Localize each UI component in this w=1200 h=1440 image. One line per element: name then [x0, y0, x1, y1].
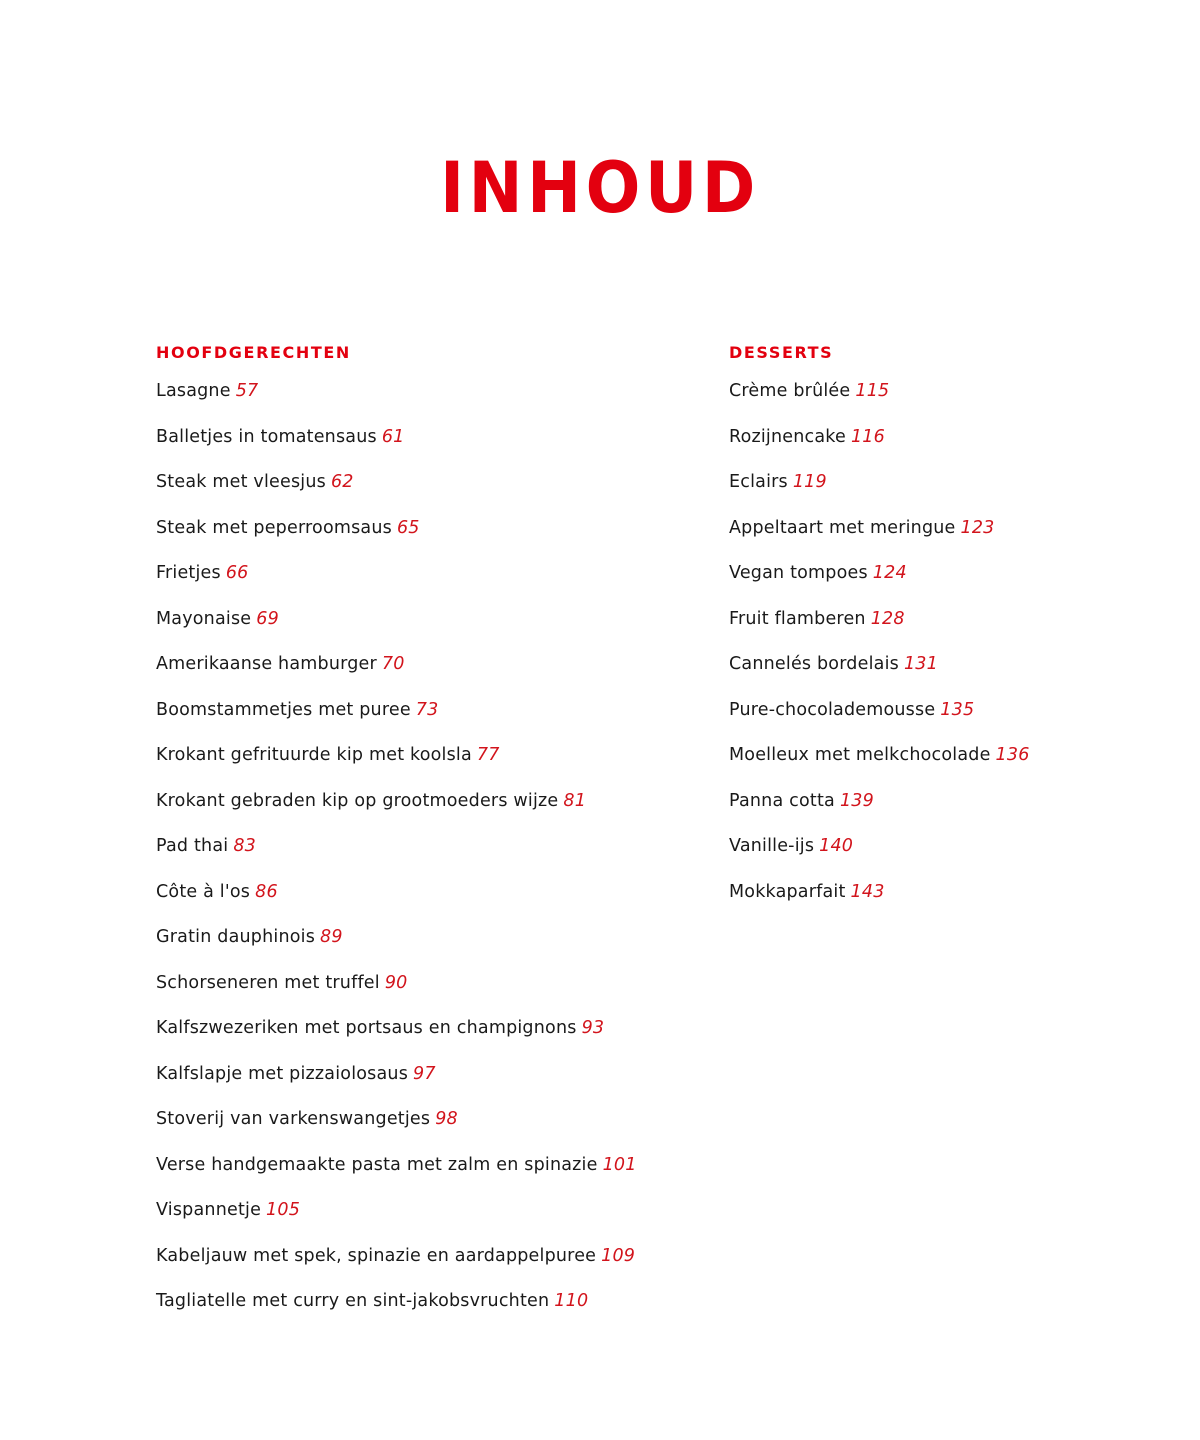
entry-title: Krokant gefrituurde kip met koolsla	[156, 745, 472, 765]
toc-entry	[156, 425, 637, 471]
entry-title: Stoverij van varkenswangetjes	[156, 1109, 431, 1129]
entry-title: Steak met vleesjus	[156, 472, 326, 492]
entry-page-number: 105	[266, 1200, 301, 1220]
entry-page-number: 69	[256, 608, 279, 629]
entry-page-number: 109	[601, 1245, 636, 1266]
toc-entry	[156, 1062, 637, 1108]
entry-page-number: 89	[320, 927, 343, 947]
toc-list	[729, 379, 1030, 925]
entry-title: Pad thai	[156, 836, 229, 856]
toc-entry	[156, 652, 637, 698]
entry-title: Cannelés bordelais	[729, 654, 899, 674]
toc-entry	[156, 880, 637, 926]
entry-title: Frietjes	[156, 563, 221, 583]
entry-title: Mokkaparfait	[729, 881, 846, 902]
toc-entry	[156, 743, 637, 789]
entry-page-number: 77	[476, 745, 500, 765]
entry-page-number: 57	[235, 381, 259, 401]
entry-title: Vanille-ijs	[729, 836, 815, 856]
entry-title: Kabeljauw met spek, spinazie en aardappelpuree	[156, 1245, 597, 1266]
toc-entry	[729, 379, 1030, 425]
entry-title: Eclairs	[729, 472, 788, 492]
entry-title: Krokant gebraden kip op grootmoeders wijze	[156, 790, 559, 811]
entry-page-number: 83	[233, 836, 256, 856]
toc-entry	[156, 1153, 637, 1199]
entry-page-number: 66	[225, 563, 249, 583]
toc-entry	[156, 1016, 637, 1062]
section-heading: HOOFDGERECHTEN	[156, 343, 351, 362]
section-main-courses	[156, 341, 637, 1335]
toc-entry	[156, 698, 637, 744]
entry-title: Tagliatelle met curry en sint-jakobsvruchten	[156, 1291, 550, 1311]
toc-entry	[156, 971, 637, 1017]
toc-entry	[156, 1244, 637, 1290]
entry-page-number: 70	[381, 654, 405, 674]
toc-entry	[729, 743, 1030, 789]
toc-entry	[156, 607, 637, 653]
toc-entry	[156, 834, 637, 880]
entry-title: Gratin dauphinois	[156, 927, 316, 947]
entry-title: Kalfszwezeriken met portsaus en champignons	[156, 1018, 577, 1038]
entry-page-number: 93	[581, 1018, 605, 1038]
entry-page-number: 116	[850, 426, 885, 447]
entry-page-number: 73	[415, 699, 439, 720]
entry-title: Verse handgemaakte pasta met zalm en spinazie	[156, 1154, 598, 1175]
entry-page-number: 139	[839, 790, 874, 811]
entry-title: Amerikaanse hamburger	[156, 654, 377, 674]
entry-title: Schorseneren met truffel	[156, 972, 380, 993]
entry-page-number: 128	[870, 608, 905, 629]
entry-page-number: 101	[602, 1154, 637, 1175]
entry-page-number: 86	[255, 881, 278, 902]
toc-entry	[729, 470, 1030, 516]
toc-entry	[156, 925, 637, 971]
toc-entry	[156, 1107, 637, 1153]
entry-title: Moelleux met melkchocolade	[729, 745, 991, 765]
toc-entry	[729, 607, 1030, 653]
toc-entry	[156, 561, 637, 607]
toc-entry	[729, 425, 1030, 471]
entry-title: Panna cotta	[729, 790, 835, 811]
entry-title: Appeltaart met meringue	[729, 517, 956, 538]
entry-page-number: 119	[792, 472, 827, 492]
toc-entry	[156, 379, 637, 425]
entry-title: Vispannetje	[156, 1200, 262, 1220]
entry-title: Lasagne	[156, 381, 231, 401]
toc-entry	[729, 834, 1030, 880]
toc-entry	[156, 516, 637, 562]
toc-entry	[729, 561, 1030, 607]
entry-title: Mayonaise	[156, 608, 252, 629]
entry-title: Steak met peperroomsaus	[156, 517, 392, 538]
entry-title: Boomstammetjes met puree	[156, 699, 411, 720]
toc-entry	[156, 1198, 637, 1244]
entry-title: Crème brûlée	[729, 381, 851, 401]
toc-entry	[156, 789, 637, 835]
entry-page-number: 143	[850, 881, 885, 902]
entry-page-number: 61	[381, 426, 405, 447]
toc-list	[156, 379, 637, 1335]
section-heading: DESSERTS	[729, 343, 834, 362]
toc-entry	[156, 470, 637, 516]
toc-entry	[729, 880, 1030, 926]
entry-title: Pure-chocolademousse	[729, 699, 936, 720]
toc-entry	[156, 1289, 637, 1335]
entry-title: Balletjes in tomatensaus	[156, 426, 377, 447]
entry-page-number: 115	[855, 381, 890, 401]
entry-page-number: 124	[872, 563, 907, 583]
entry-page-number: 62	[330, 472, 354, 492]
entry-page-number: 110	[554, 1291, 589, 1311]
page-title: INHOUD	[440, 147, 760, 229]
entry-page-number: 98	[435, 1109, 458, 1129]
toc-entry	[729, 652, 1030, 698]
entry-title: Rozijnencake	[729, 426, 846, 447]
entry-page-number: 97	[413, 1063, 436, 1084]
entry-page-number: 136	[995, 745, 1030, 765]
entry-title: Vegan tompoes	[729, 563, 868, 583]
toc-entry	[729, 789, 1030, 835]
entry-page-number: 140	[819, 836, 854, 856]
entry-title: Fruit flamberen	[729, 608, 866, 629]
toc-entry	[729, 516, 1030, 562]
entry-page-number: 90	[384, 972, 408, 993]
entry-title: Kalfslapje met pizzaiolosaus	[156, 1063, 409, 1084]
entry-title: Côte à l'os	[156, 881, 251, 902]
toc-entry	[729, 698, 1030, 744]
entry-page-number: 81	[563, 790, 587, 811]
entry-page-number: 131	[903, 654, 938, 674]
entry-page-number: 123	[960, 517, 995, 538]
section-desserts	[729, 341, 1030, 925]
entry-page-number: 135	[940, 699, 975, 720]
entry-page-number: 65	[396, 517, 420, 538]
